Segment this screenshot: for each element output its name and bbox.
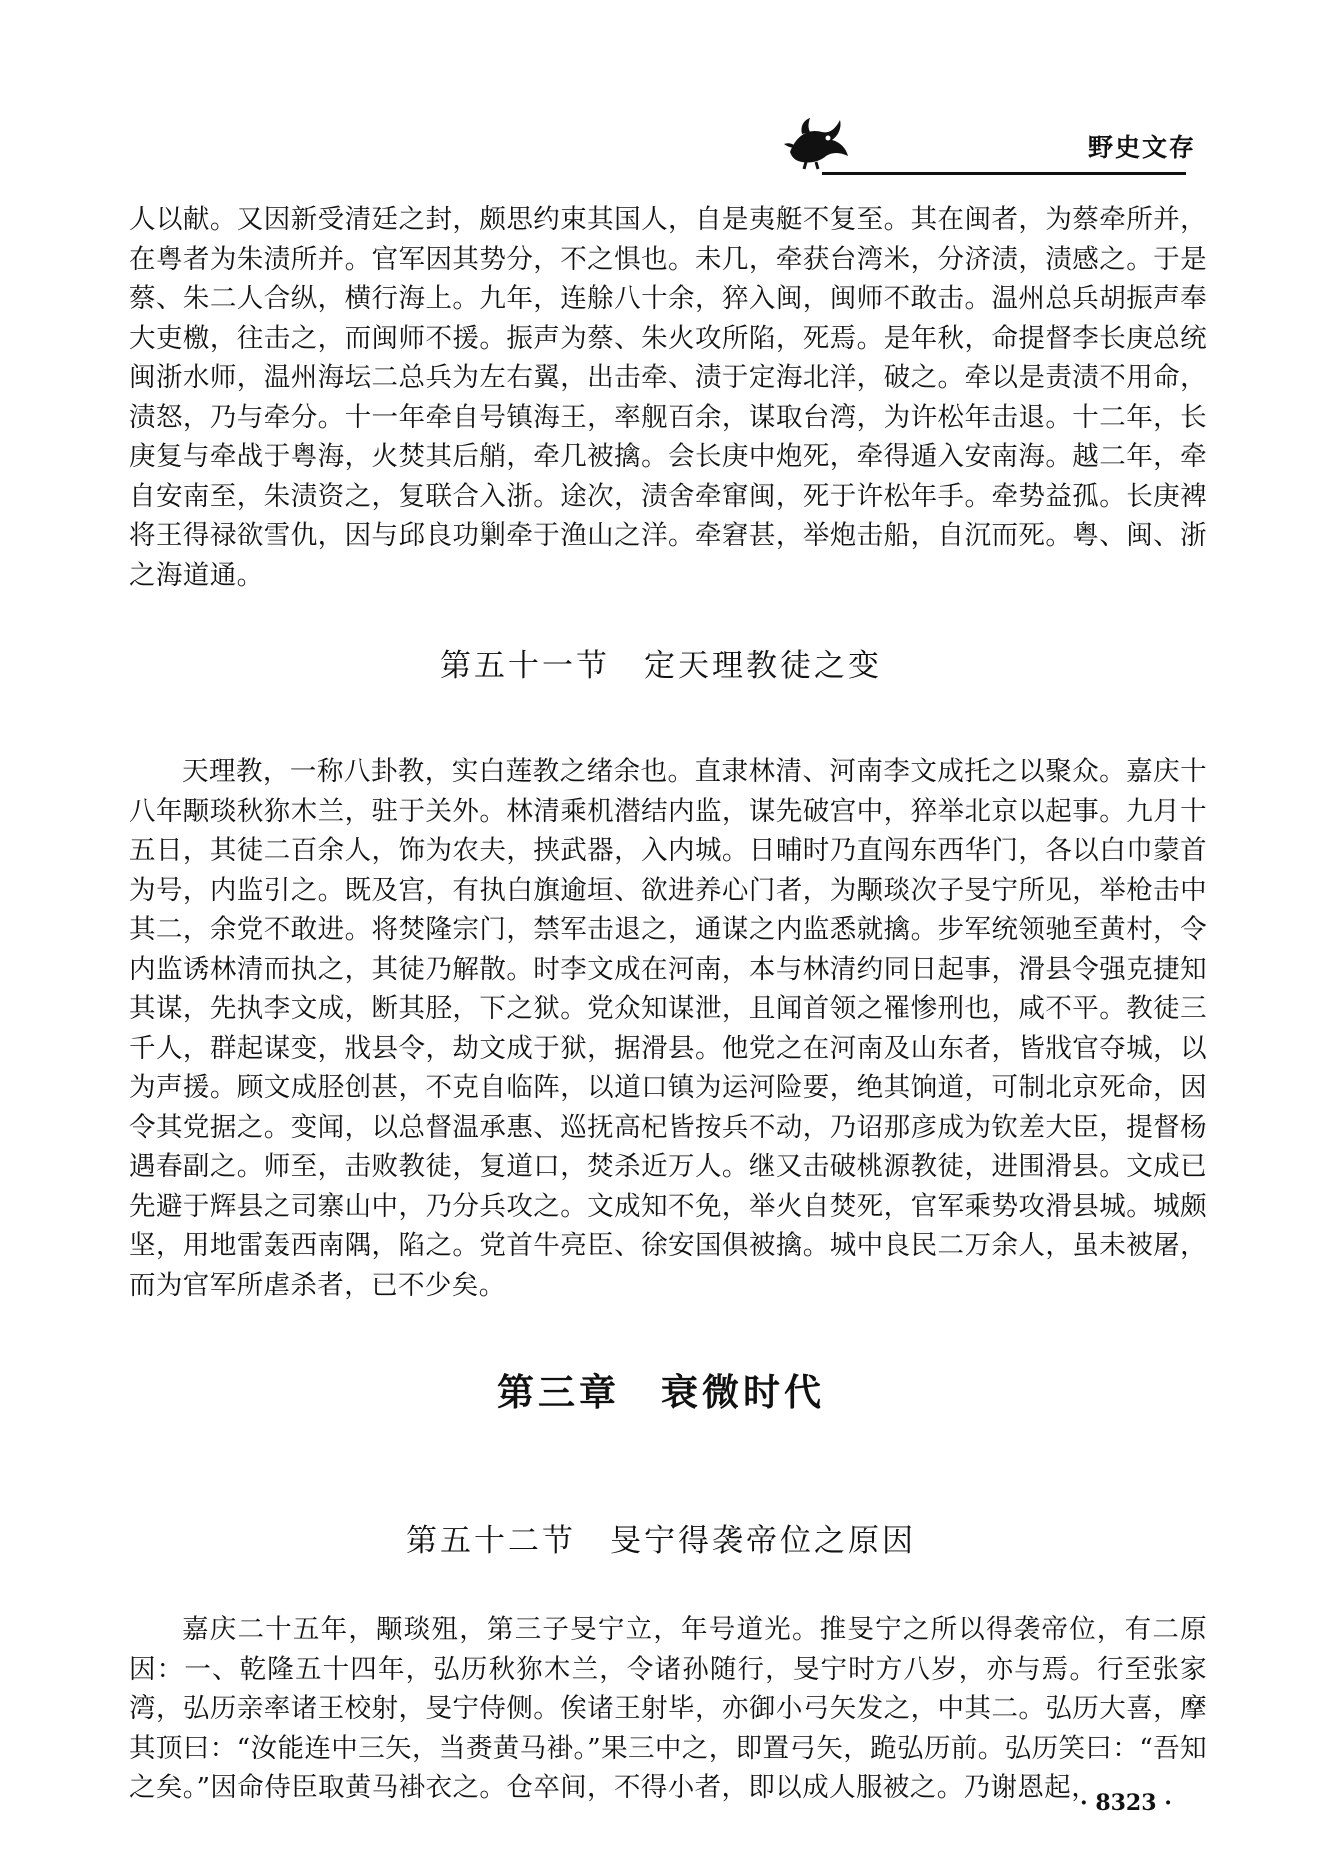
page-header bbox=[782, 112, 1202, 172]
page-number: · 8323 · bbox=[1080, 1790, 1172, 1816]
dragon-logo-icon bbox=[782, 114, 852, 170]
chapter-title-3: 第三章 衰微时代 bbox=[497, 1371, 825, 1414]
paragraph-pirates: 人以献。又因新受清廷之封，颇思约束其国人，自是夷艇不复至。其在闽者，为蔡牵所并，在粤者为朱渍所并。官军因其势分，不之惧也。未几，牵获台湾米，分济渍，渍感之。于是蔡、朱二人合纵，横行海上。九年，连艅八十余，猝入闽，闽师不敢击。温州总兵胡振声奉大吏檄，往击之，而闽师不援。振声为蔡、朱火攻所陷，死焉。是年秋，命提督李长庚总统闽浙水师，温州海坛二总兵为左右翼，出击牵、渍于定海北洋，破之。牵以是责渍不用命，渍怒，乃与牵分。十一年牵自号镇海王，率舰百余，谋取台湾，为许松年击退。十二年，长庚复与牵战于粤海，火焚其后艄，牵几被擒。会长庚中炮死，牵得遁入安南海。越二年，牵自安南至，朱渍资之，复联合入浙。途次，渍舍牵窜闽，死于许松年手。牵势益孤。长庚裨将王得禄欲雪仇，因与邱良功剿牵于渔山之洋。牵窘甚，举炮击船，自沉而死。粤、闽、浙之海道通。 bbox=[129, 204, 1207, 591]
paragraph-minning-succession: 嘉庆二十五年，颙琰殂，第三子旻宁立，年号道光。推旻宁之所以得袭帝位，有二原因：一、乾隆五十四年，弘历秋狝木兰，令诸孙随行，旻宁时方八岁，亦与焉。行至张家湾，弘历亲率诸王校射，旻宁侍侧。俟诸王射毕，亦御小弓矢发之，中其二。弘历大喜，摩其顶曰：“汝能连中三矢，当赉黄马褂。”果三中之，即置弓矢，跪弘历前。弘历笑曰：“吾知之矣。”因命侍臣取黄马褂衣之。仓卒间，不得小者，即以成人服被之。乃谢恩起， bbox=[129, 1614, 1207, 1803]
paragraph-tianli-sect: 天理教，一称八卦教，实白莲教之绪余也。直隶林清、河南李文成托之以聚众。嘉庆十八年颙琰秋狝木兰，驻于关外。林清乘机潜结内监，谋先破宫中，猝举北京以起事。九月十五日，其徒二百余人，饰为农夫，挟武器，入内城。日晡时乃直闯东西华门，各以白巾蒙首为号，内监引之。既及宫，有执白旗逾垣、欲进养心门者，为颙琰次子旻宁所见，举枪击中其二，余党不敢进。将焚隆宗门，禁军击退之，通谋之内监悉就擒。步军统领驰至黄村，令内监诱林清而执之，其徒乃解散。时李文成在河南，本与林清约同日起事，滑县令强克捷知其谋，先执李文成，断其胫，下之狱。党众知谋泄，且闻首领之罹惨刑也，咸不平。教徒三千人，群起谋变，戕县令，劫文成于狱，据滑县。他党之在河南及山东者，皆戕官夺城，以为声援。顾文成胫创甚，不克自临阵，以道口镇为运河险要，绝其饷道，可制北京死命，因令其党据之。变闻，以总督温承惠、巡抚高杞皆按兵不动，乃诏那彦成为钦差大臣，提督杨遇春副之。师至，击败教徒，复道口，焚杀近万人。继又击破桃源教徒，进围滑县。文成已先避于辉县之司寨山中，乃分兵攻之。文成知不免，举火自焚死，官军乘势攻滑县城。城颇坚，用地雷轰西南隅，陷之。党首牛亮臣、徐安国俱被擒。城中良民二万余人，虽未被屠，而为官军所虐杀者，已不少矣。 bbox=[129, 756, 1207, 1301]
header-title: 野史文存 bbox=[1088, 133, 1197, 162]
section-title-51: 第五十一节 定天理教徒之变 bbox=[440, 648, 882, 684]
section-title-52: 第五十二节 旻宁得袭帝位之原因 bbox=[406, 1523, 916, 1559]
header-divider bbox=[822, 172, 1186, 175]
